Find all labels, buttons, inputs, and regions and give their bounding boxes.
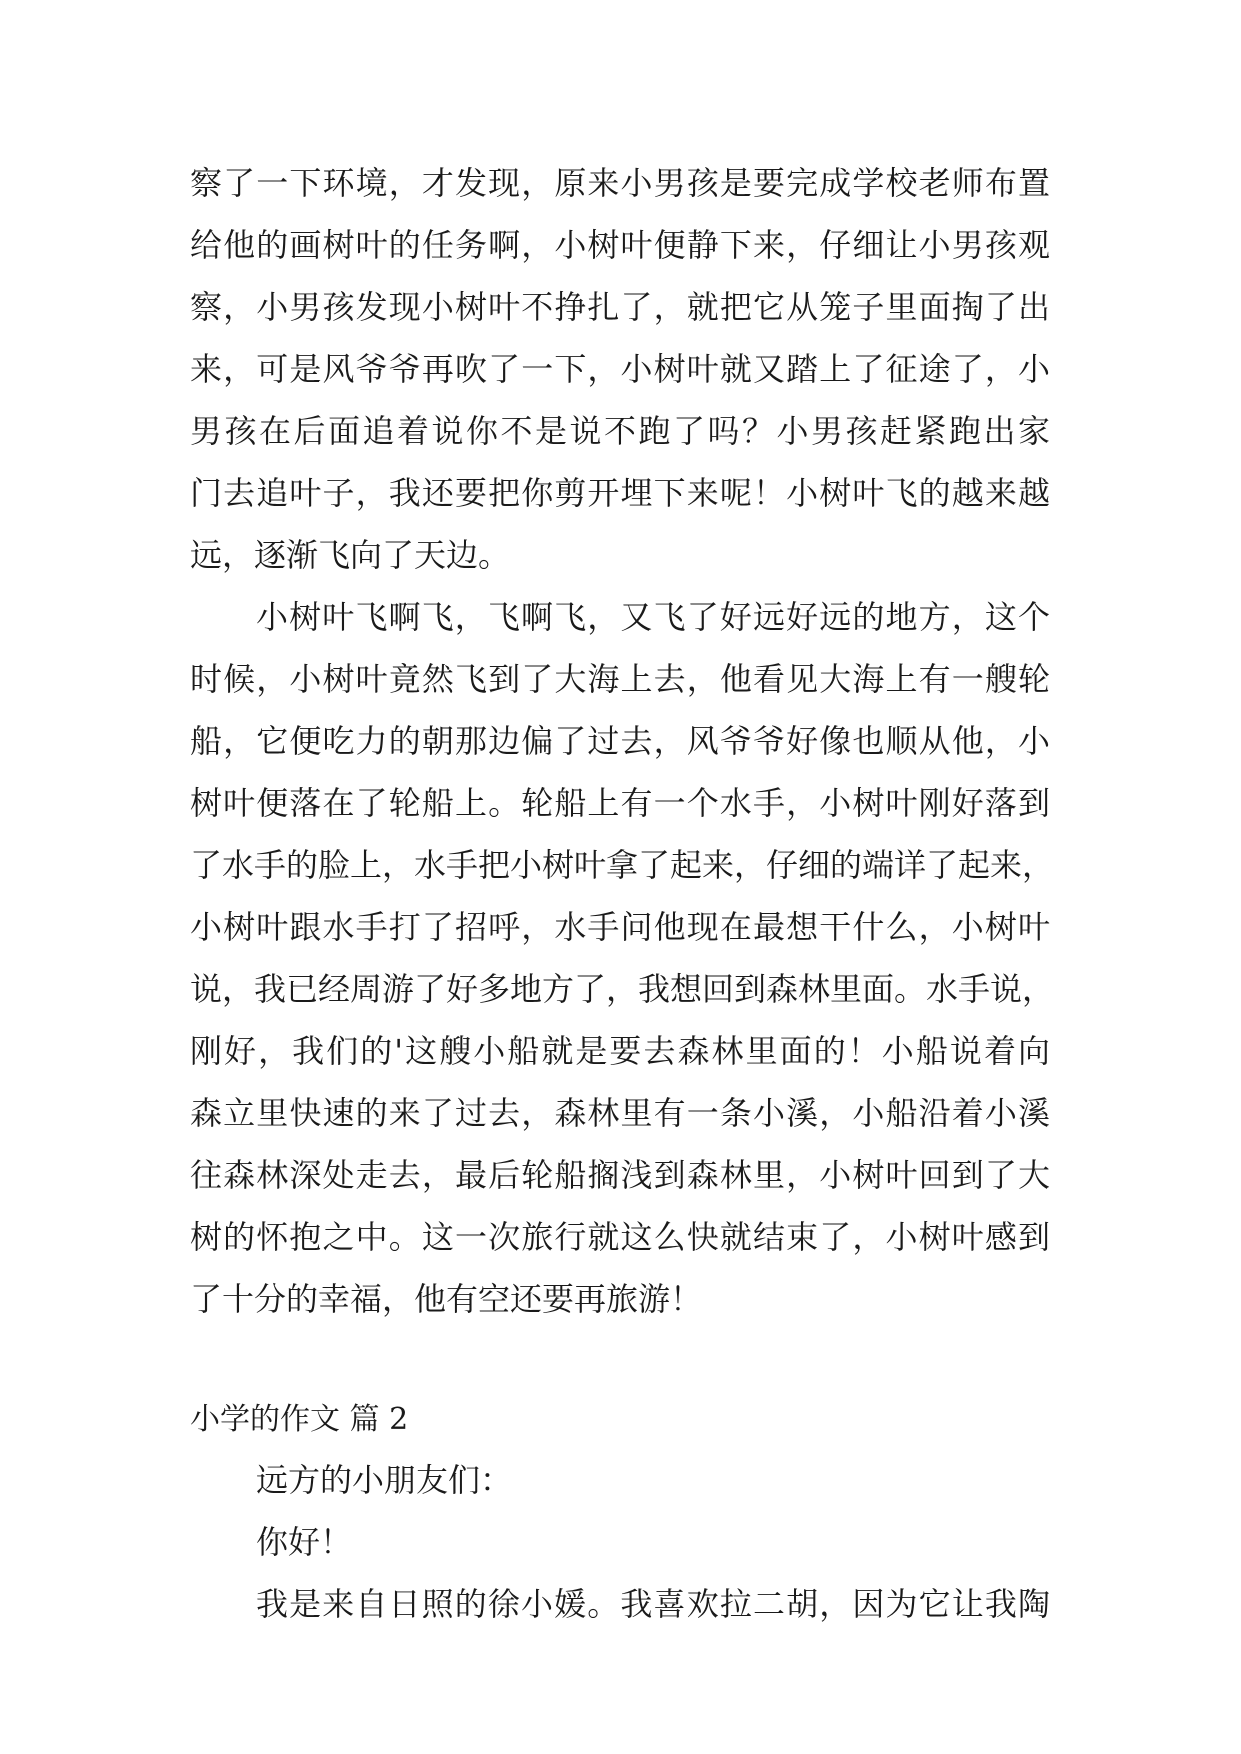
paragraph-line: 远，逐渐飞向了天边。 [190, 536, 511, 574]
paragraph-line: 刚好，我们的'这艘小船就是要去森林里面的！小船说着向 [190, 1032, 1050, 1070]
paragraph-line: 树叶便落在了轮船上。轮船上有一个水手，小树叶刚好落到 [190, 784, 1050, 822]
paragraph-line: 时候，小树叶竟然飞到了大海上去，他看见大海上有一艘轮 [190, 660, 1050, 698]
section-heading: 小学的作文 篇 2 [190, 1402, 409, 1437]
paragraph-line: 男孩在后面追着说你不是说不跑了吗？小男孩赶紧跑出家 [190, 412, 1050, 450]
paragraph-line: 了十分的幸福，他有空还要再旅游！ [190, 1280, 703, 1318]
letter-salutation: 远方的小朋友们： [256, 1461, 513, 1499]
paragraph-line: 给他的画树叶的任务啊，小树叶便静下来，仔细让小男孩观 [190, 226, 1050, 264]
paragraph-line: 我是来自日照的徐小媛。我喜欢拉二胡，因为它让我陶 [256, 1585, 1050, 1623]
letter-greeting: 你好！ [256, 1523, 353, 1561]
paragraph-line: 往森林深处走去，最后轮船搁浅到森林里，小树叶回到了大 [190, 1156, 1050, 1194]
paragraph-line: 了水手的脸上，水手把小树叶拿了起来，仔细的端详了起来， [190, 846, 1055, 884]
paragraph-line: 小树叶跟水手打了招呼，水手问他现在最想干什么，小树叶 [190, 908, 1050, 946]
paragraph-line: 说，我已经周游了好多地方了，我想回到森林里面。水手说， [190, 970, 1055, 1008]
paragraph-line: 察了一下环境，才发现，原来小男孩是要完成学校老师布置 [190, 164, 1050, 202]
paragraph-line: 小树叶飞啊飞，飞啊飞，又飞了好远好远的地方，这个 [256, 598, 1050, 636]
paragraph-line: 门去追叶子，我还要把你剪开埋下来呢！小树叶飞的越来越 [190, 474, 1050, 512]
paragraph-line: 树的怀抱之中。这一次旅行就这么快就结束了，小树叶感到 [190, 1218, 1050, 1256]
paragraph-line: 船，它便吃力的朝那边偏了过去，风爷爷好像也顺从他，小 [190, 722, 1050, 760]
paragraph-line: 察，小男孩发现小树叶不挣扎了，就把它从笼子里面掏了出 [190, 288, 1050, 326]
paragraph-line: 森立里快速的来了过去，森林里有一条小溪，小船沿着小溪 [190, 1094, 1050, 1132]
paragraph-line: 来，可是风爷爷再吹了一下，小树叶就又踏上了征途了，小 [190, 350, 1050, 388]
